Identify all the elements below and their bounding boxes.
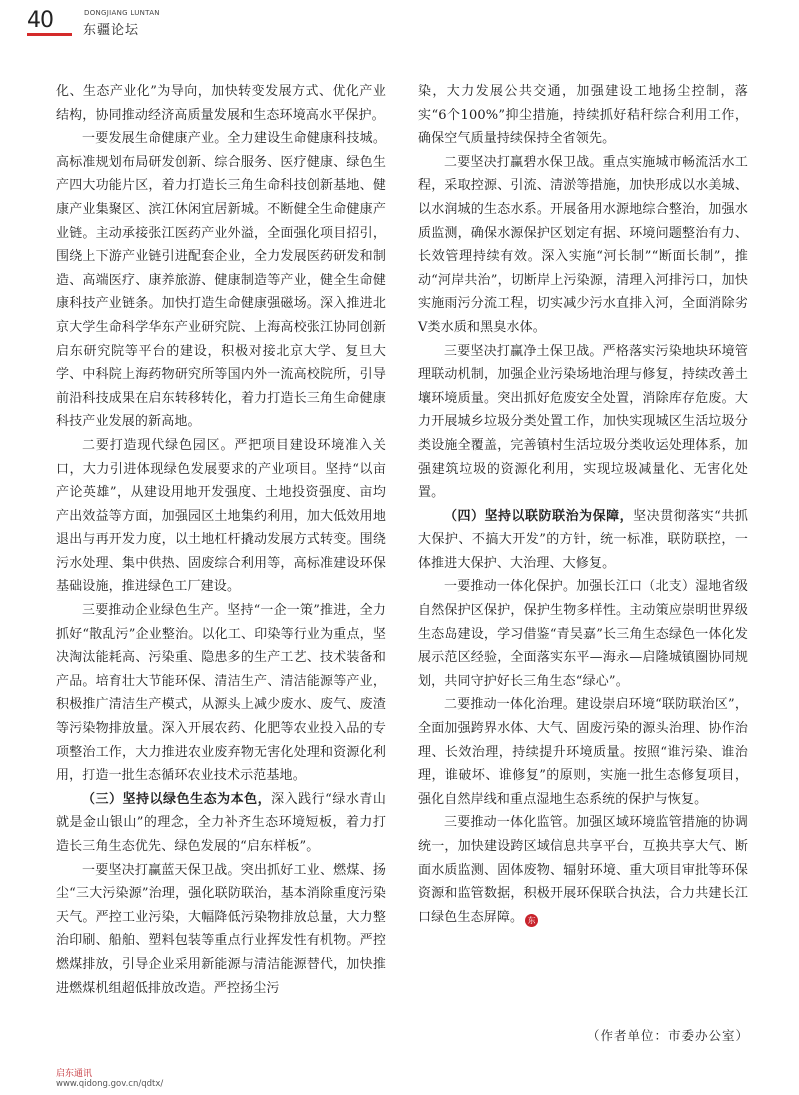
journal-name-cn: 东疆论坛 — [83, 23, 140, 38]
paragraph-text: 三要推动一体化监管。加强区域环境监管措施的协调统一，加快建设跨区域信息共享平台，互换共享大气、断面水质监测、固体废物、辐射环境、重大项目审批等环保资源和监管数据，积极开展环保联合执法，合力共建长江口绿色生态屏障。 — [418, 815, 748, 925]
right-column — [418, 80, 748, 929]
section-heading: （四）坚持以联防联治为保障， — [444, 508, 634, 524]
author-affiliation: （作者单位：市委办公室） — [586, 1028, 749, 1043]
header-accent-bar — [27, 33, 72, 36]
section-text: 坚决贯彻落实“共抓大保护、不搞大开发”的方针，统一标准，联防联控，一体推进大保护、大治理、大修复。 — [418, 508, 748, 571]
left-column — [56, 80, 386, 1000]
paragraph — [418, 811, 748, 929]
paragraph: 一要坚决打赢蓝天保卫战。突出抓好工业、燃煤、扬尘“三大污染源”治理，强化联防联治，基本消除重度污染天气。严控工业污染，大幅降低污染物排放总量，大力整治印刷、船舶、塑料包装等重点行业挥发性有机物。严控燃煤排放，引导企业采用新能源与清洁能源替代，加快推进燃煤机组超低排放改造。严控扬尘污 — [56, 862, 386, 996]
paragraph: 一要推动一体化保护。加强长江口（北支）湿地省级自然保护区保护，保护生物多样性。主动策应崇明世界级生态岛建设，学习借鉴“青吴嘉”长三角生态绿色一体化发展示范区经验，全面落实东平—海永—启隆城镇圈协同规划，共同守护好长三角生态“绿心”。 — [418, 579, 748, 689]
section-paragraph — [56, 788, 386, 859]
paragraph: 二要推动一体化治理。建设崇启环境“联防联治区”，全面加强跨界水体、大气、固废污染的源头治理、协作治理、长效治理，持续提升环境质量。按照“谁污染、谁治理，谁破坏、谁修复”的原则，实施一批生态修复项目，强化自然岸线和重点湿地生态系统的保护与恢复。 — [418, 697, 748, 807]
page-header — [27, 6, 327, 36]
paragraph: 三要坚决打赢净土保卫战。严格落实污染地块环境管理联动机制，加强企业污染场地治理与修复，持续改善土壤环境质量。突出抓好危废安全处置，消除库存危废。大力开展城乡垃圾分类处置工作，加快实现城区生活垃圾分类设施全覆盖，完善镇村生活垃圾分类收运处理体系，加强建筑垃圾的资源化利用，实现垃圾减量化、无害化处置。 — [418, 343, 748, 501]
footer-title: 启东通讯 — [56, 1069, 93, 1079]
page-number: 40 — [27, 8, 53, 33]
section-text: 深入践行“绿水青山就是金山银山”的理念，全力补齐生态环境短板，着力打造长三角生态优先、绿色发展的“启东样板”。 — [56, 791, 386, 854]
paragraph: 二要坚决打赢碧水保卫战。重点实施城市畅流活水工程，采取控源、引流、清淤等措施，加快形成以水美城、以水润城的生态水系。开展备用水源地综合整治，加强水质监测，确保水源保护区划定有据、环境问题整治有力、长效管理持续有效。深入实施“河长制”“断面长制”，推动“河岸共治”，切断岸上污染源，清理入河排污口，加快实施雨污分流工程，切实减少污水直排入河，全面消除劣Ⅴ类水质和黑臭水体。 — [418, 154, 748, 335]
paragraph: 二要打造现代绿色园区。严把项目建设环境准入关口，大力引进体现绿色发展要求的产业项目。坚持“以亩产论英雄”，从建设用地开发强度、土地投资强度、亩均产出效益等方面，加强园区土地集约利用，加大低效用地退出与再开发力度，以土地杠杆撬动发展方式转变。围绕污水处理、集中供热、固废综合利用等，高标准建设环保基础设施，推进绿色工厂建设。 — [56, 437, 386, 595]
section-paragraph — [418, 505, 748, 576]
paragraph: 三要推动企业绿色生产。坚持“一企一策”推进，全力抓好“散乱污”企业整治。以化工、印染等行业为重点，坚决淘汰能耗高、污染重、隐患多的生产工艺、技术装备和产品。培育壮大节能环保、清洁生产、清洁能源等产业，积极推广清洁生产模式，从源头上减少废水、废气、废渣等污染物排放量。深入开展农药、化肥等农业投入品的专项整治工作，大力推进农业废弃物无害化处理和资源化利用，打造一批生态循环农业技术示范基地。 — [56, 603, 386, 784]
paragraph: 一要发展生命健康产业。全力建设生命健康科技城。高标准规划布局研发创新、综合服务、医疗健康、绿色生产四大功能片区，着力打造长三角生命科技创新基地、健康产业集聚区、滨江休闲宜居新城。不断健全生命健康产业链。主动承接张江医药产业外溢，全面强化项目招引，围绕上下游产业链引进配套企业，全力发展医药研发和制造、高端医疗、康养旅游、健康制造等产业，健全生命健康科技产业链条。加快打造生命健康强磁场。深入推进北京大学生命科学华东产业研究院、上海高校张江协同创新启东研究院等平台的建设，积极对接北京大学、复旦大学、中科院上海药物研究所等国内外一流高校院所，引导前沿科技成果在启东转移转化，着力打造长三角生命健康科技产业发展的新高地。 — [56, 131, 386, 430]
end-mark-icon: 东 — [525, 914, 538, 927]
footer-url: www.qidong.gov.cn/qdtx/ — [56, 1079, 164, 1089]
section-heading: （三）坚持以绿色生态为本色， — [82, 791, 272, 807]
paragraph: 化、生态产业化”为导向，加快转变发展方式、优化产业结构，协同推动经济高质量发展和生态环境高水平保护。 — [56, 84, 386, 123]
journal-name-en: DONGJIANG LUNTAN — [84, 9, 160, 17]
page-footer — [56, 1066, 163, 1089]
paragraph: 染，大力发展公共交通，加强建设工地扬尘控制，落实“6个100%”抑尘措施，持续抓好秸秆综合利用工作，确保空气质量持续保持全省领先。 — [418, 84, 748, 147]
